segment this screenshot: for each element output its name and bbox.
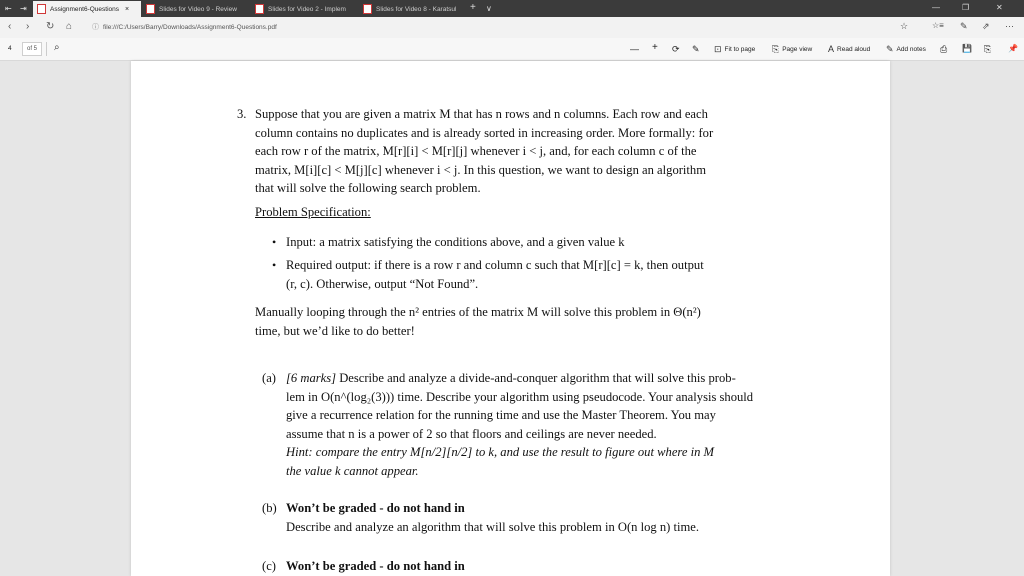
part-a-text <box>286 369 816 481</box>
read-aloud-icon: A <box>828 44 835 54</box>
info-icon[interactable]: ⓘ <box>92 24 99 31</box>
text-line: Manually looping through the n² entries of the matrix M will solve this problem in Θ(n²) <box>255 305 701 319</box>
tab-slides-video-2[interactable] <box>251 1 357 17</box>
part-c-label: (c) <box>262 559 276 573</box>
favorite-star-icon[interactable]: ☆ <box>900 21 909 31</box>
text-line: Required output: if there is a row r and column c such that M[r][c] = k, then output <box>286 258 704 272</box>
minimize-button[interactable]: — <box>932 3 940 12</box>
add-notes-button[interactable] <box>886 44 926 55</box>
url-text: file:///C:/Users/Barry/Downloads/Assignment6-Questions.pdf <box>103 23 277 31</box>
read-aloud-label: Read aloud <box>837 45 871 53</box>
zoom-in-button[interactable]: + <box>652 42 658 53</box>
question-number: 3. <box>237 107 247 121</box>
text-line: (r, c). Otherwise, output “Not Found”. <box>286 276 479 291</box>
save-as-icon[interactable]: ⎘ <box>984 44 992 54</box>
pdf-icon <box>37 4 46 14</box>
url-field[interactable] <box>92 20 832 34</box>
pdf-icon <box>146 4 155 14</box>
page-view-button[interactable] <box>772 44 812 55</box>
problem-spec-heading: Problem Specification: <box>255 205 371 219</box>
restore-button[interactable]: ❐ <box>962 3 970 12</box>
bullet-icon: • <box>272 235 277 249</box>
page-count: of 5 <box>22 42 42 56</box>
text-line: assume that n is a power of 2 so that floors and ceilings are never needed. <box>286 426 657 441</box>
tab-label: Slides for Video 9 - Review <box>159 5 237 13</box>
text-line: Suppose that you are given a matrix M that has n rows and n columns. Each row and each <box>255 107 708 121</box>
page-view-icon: ⎘ <box>772 44 780 54</box>
tab-label: Assignment6-Questions <box>50 5 120 13</box>
tab-bar <box>0 0 1024 17</box>
tab-preview-icon[interactable]: ∨ <box>486 4 492 13</box>
refresh-icon[interactable]: ↻ <box>46 21 55 32</box>
more-icon[interactable]: ··· <box>1005 21 1014 31</box>
forward-icon[interactable]: › <box>26 21 30 32</box>
current-page-number[interactable]: 4 <box>8 45 12 52</box>
home-icon[interactable]: ⌂ <box>66 21 73 32</box>
rotate-icon[interactable]: ⟳ <box>672 44 680 54</box>
pin-icon[interactable]: 📌 <box>1008 44 1018 53</box>
draw-icon[interactable]: ✎ <box>692 44 700 54</box>
pdf-toolbar <box>0 38 1024 61</box>
bullet-icon: • <box>272 258 277 272</box>
divider <box>46 42 47 56</box>
back-icon[interactable]: ‹ <box>8 21 12 32</box>
tab-slides-video-8[interactable] <box>359 1 465 17</box>
hint-line: Hint: compare the entry M[n/2][n/2] to k, and use the result to figure out where in M <box>286 445 715 460</box>
text-line: lem in O(n^(log₂(3))) time. Describe your algorithm using pseudocode. Your analysis should <box>286 389 754 404</box>
bullet-output <box>286 256 816 293</box>
new-tab-button[interactable]: + <box>470 2 476 13</box>
text-line: column contains no duplicates and is already sorted in increasing order. More formally: for <box>255 125 714 140</box>
fit-to-page-button[interactable] <box>714 44 755 55</box>
pen-icon[interactable]: ✎ <box>960 21 968 31</box>
search-icon[interactable]: ⌕ <box>54 42 60 53</box>
bullet-input: Input: a matrix satisfying the conditions above, and a given value k <box>286 235 625 249</box>
pdf-icon <box>363 4 372 14</box>
add-notes-label: Add notes <box>896 46 926 53</box>
set-tabs-aside-icon[interactable]: ⇤ <box>5 4 12 13</box>
fit-to-page-label: Fit to page <box>724 46 756 53</box>
tab-label: Slides for Video 2 - Implem <box>268 5 346 13</box>
text-line: give a recurrence relation for the running time and use the Master Theorem. You may <box>286 408 716 423</box>
close-window-button[interactable]: ✕ <box>996 3 1003 12</box>
page-view-label: Page view <box>782 46 813 53</box>
text-line: Describe and analyze a divide-and-conquer algorithm that will solve this prob- <box>339 371 736 385</box>
text-line: that will solve the following search problem. <box>255 181 481 196</box>
share-icon[interactable]: ⇗ <box>982 21 990 31</box>
text-line: time, but we’d like to do better! <box>255 323 415 338</box>
close-tab-icon[interactable]: × <box>125 5 130 13</box>
add-notes-icon: ✎ <box>886 44 894 54</box>
zoom-out-button[interactable]: — <box>630 44 639 54</box>
question-text <box>255 105 815 198</box>
tab-slides-video-9[interactable] <box>142 1 248 17</box>
text-line: Describe and analyze an algorithm that will solve this problem in O(n log n) time. <box>286 519 700 534</box>
part-b-title: Won’t be graded - do not hand in <box>286 501 465 515</box>
address-bar-row <box>0 17 1024 39</box>
show-tabs-aside-icon[interactable]: ⇥ <box>20 4 27 13</box>
part-a-label: (a) <box>262 371 276 385</box>
tab-label: Slides for Video 8 - Karatsul <box>376 5 457 13</box>
fit-page-icon: ⊡ <box>714 44 722 54</box>
text-line: matrix, M[i][c] < M[j][c] whenever i < j. In this question, we want to design an algorithm <box>255 162 707 177</box>
pdf-page <box>131 61 890 576</box>
save-icon[interactable]: 💾 <box>962 44 972 53</box>
pdf-icon <box>255 4 264 14</box>
favorites-list-icon[interactable]: ☆≡ <box>932 21 944 30</box>
print-icon[interactable]: ⎙ <box>940 44 948 54</box>
hint-line: the value k cannot appear. <box>286 463 419 478</box>
text-line: each row r of the matrix, M[r][i] < M[r][j] whenever i < j, and, for each column c of the <box>255 144 697 159</box>
manual-paragraph <box>255 303 815 340</box>
part-b-label: (b) <box>262 501 277 515</box>
part-b-text <box>286 499 816 536</box>
marks-label: [6 marks] <box>286 371 337 385</box>
part-c-title: Won’t be graded - do not hand in <box>286 559 465 573</box>
read-aloud-button[interactable] <box>828 44 870 54</box>
tab-assignment6[interactable] <box>33 1 141 17</box>
